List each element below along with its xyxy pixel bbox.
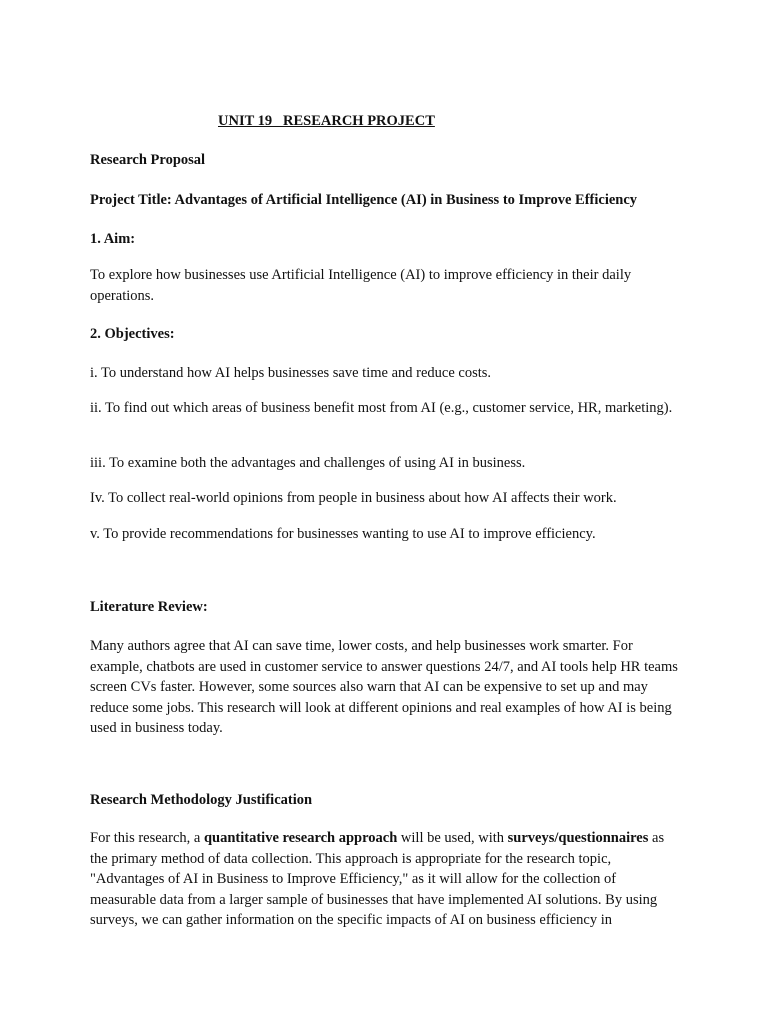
literature-review-heading: Literature Review: (90, 599, 208, 615)
aim-heading: 1. Aim: (90, 231, 136, 247)
objective-item-2: ii. To find out which areas of business benefit most from AI (e.g., customer service, HR, marketing). (90, 400, 673, 416)
methodology-approach-emphasis: quantitative research approach (203, 830, 398, 846)
subtitle: Research Proposal (90, 152, 206, 168)
methodology-text-part-1: For this research, a (90, 830, 204, 846)
objective-item-1: i. To understand how AI helps businesses save time and reduce costs. (90, 365, 492, 381)
methodology-heading: Research Methodology Justification (90, 792, 313, 808)
methodology-method-emphasis: surveys/questionnaires (507, 830, 649, 846)
methodology-text (90, 828, 680, 931)
objectives-heading: 2. Objectives: (90, 326, 175, 342)
objective-item-3: iii. To examine both the advantages and challenges of using AI in business. (90, 455, 526, 471)
literature-review-text: Many authors agree that AI can save time, lower costs, and help businesses work smarter. For example, chatbots are used in customer service to answer questions 24/7, and AI tools help HR teams screen CVs faster. However, some sources also warn that AI can be expensive to set up and may reduce some jobs. This research will look at different opinions and real examples of how AI is being used in business today. (90, 638, 678, 736)
aim-text: To explore how businesses use Artificial Intelligence (AI) to improve efficiency in their daily operations. (90, 267, 632, 304)
objective-item-4: Iv. To collect real-world opinions from people in business about how AI affects their work. (90, 490, 617, 506)
project-title: Project Title: Advantages of Artificial Intelligence (AI) in Business to Improve Efficiency (90, 192, 638, 208)
unit-title: UNIT 19 RESEARCH PROJECT (218, 113, 435, 129)
methodology-text-part-2: will be used, with (397, 830, 508, 846)
methodology-text-part-3: as the primary method of data collection. This approach is appropriate for the research topic, "Advantages of AI in Business to Improve Efficiency," as it will allow for the collection of measurable data from a larger sample of businesses that have implemented AI solutions. By using surveys, we can gather information on the specific impacts of AI on business efficiency in (90, 830, 665, 928)
objective-item-5: v. To provide recommendations for businesses wanting to use AI to improve efficiency. (90, 526, 596, 542)
